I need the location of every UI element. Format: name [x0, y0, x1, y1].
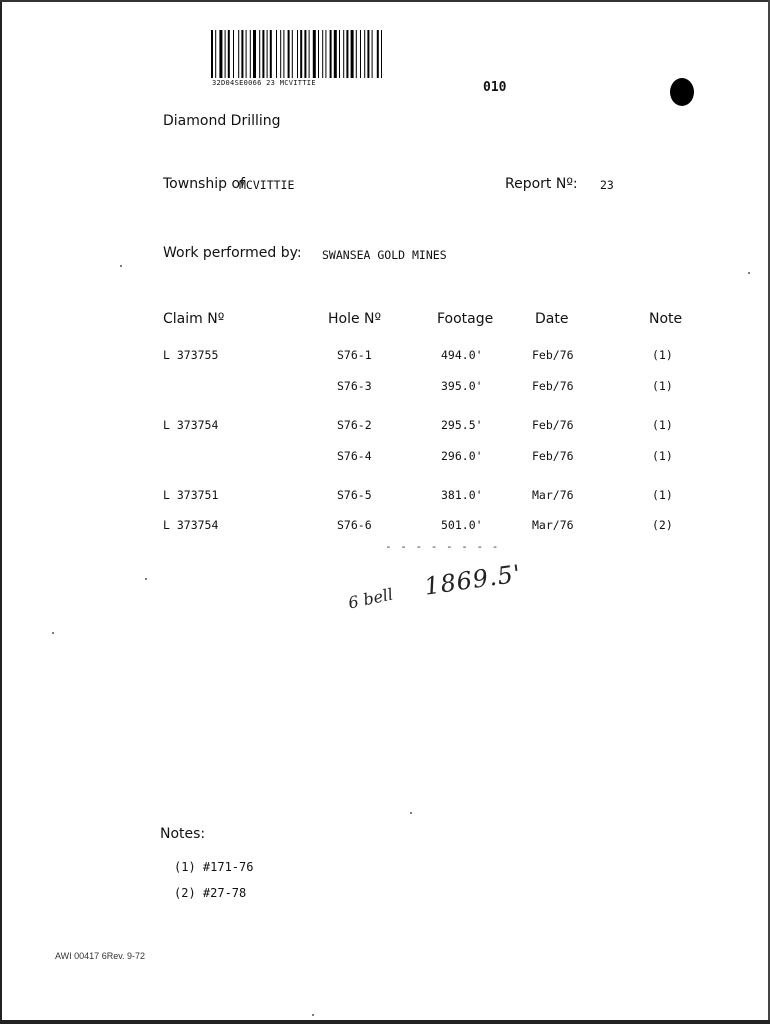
page-edge-bottom — [0, 1020, 770, 1024]
cell-hole: S76-1 — [337, 348, 372, 362]
document-title: Diamond Drilling — [163, 113, 281, 129]
handwritten-total-footage: 1869.5' — [422, 559, 524, 601]
report-number-label: Report Nº: — [505, 176, 578, 192]
scan-speck — [748, 272, 750, 274]
notes-label: Notes: — [160, 826, 206, 842]
cell-note: (1) — [652, 488, 673, 502]
work-performed-label: Work performed by: — [163, 245, 302, 261]
cell-date: Feb/76 — [532, 449, 574, 463]
scan-speck — [410, 812, 412, 814]
header-date: Date — [535, 311, 569, 327]
cell-hole: S76-4 — [337, 449, 372, 463]
cell-note: (2) — [652, 518, 673, 532]
cell-date: Feb/76 — [532, 418, 574, 432]
header-hole: Hole Nº — [328, 311, 382, 327]
table-row — [0, 418, 770, 434]
scan-speck — [312, 1014, 314, 1016]
form-code: AWI 00417 6Rev. 9-72 — [55, 951, 146, 961]
scan-speck — [52, 632, 54, 634]
cell-hole: S76-6 — [337, 518, 372, 532]
cell-footage: 381.0' — [441, 488, 483, 502]
cell-footage: 296.0' — [441, 449, 483, 463]
page-edge-top — [0, 0, 770, 2]
total-underline: - - - - - - - - — [385, 540, 500, 553]
cell-footage: 395.0' — [441, 379, 483, 393]
header-claim: Claim Nº — [163, 311, 225, 327]
table-row — [0, 348, 770, 364]
cell-note: (1) — [652, 449, 673, 463]
cell-footage: 501.0' — [441, 518, 483, 532]
work-performed-value: SWANSEA GOLD MINES — [322, 248, 447, 262]
cell-footage: 295.5' — [441, 418, 483, 432]
cell-hole: S76-2 — [337, 418, 372, 432]
stamp-code: 010 — [483, 80, 507, 95]
note-item: (2) #27-78 — [174, 886, 247, 900]
cell-claim: L 373755 — [163, 348, 219, 362]
cell-date: Mar/76 — [532, 518, 574, 532]
cell-hole: S76-5 — [337, 488, 372, 502]
cell-footage: 494.0' — [441, 348, 483, 362]
barcode-caption: 32D04SE0066 23 MCVITTIE — [212, 79, 316, 87]
table-row — [0, 518, 770, 534]
cell-date: Feb/76 — [532, 379, 574, 393]
table-row — [0, 488, 770, 504]
township-label: Township of — [163, 176, 245, 192]
scan-speck — [145, 578, 147, 580]
cell-hole: S76-3 — [337, 379, 372, 393]
cell-claim: L 373754 — [163, 518, 219, 532]
cell-claim: L 373751 — [163, 488, 219, 502]
note-item: (1) #171-76 — [174, 860, 254, 874]
cell-date: Mar/76 — [532, 488, 574, 502]
scan-speck — [120, 265, 122, 267]
header-footage: Footage — [437, 311, 494, 327]
table-row — [0, 379, 770, 395]
table-row — [0, 449, 770, 465]
cell-note: (1) — [652, 379, 673, 393]
header-note: Note — [649, 311, 683, 327]
cell-note: (1) — [652, 418, 673, 432]
page-edge-left — [0, 0, 2, 1024]
cell-date: Feb/76 — [532, 348, 574, 362]
cell-note: (1) — [652, 348, 673, 362]
punch-hole — [670, 78, 694, 106]
cell-claim: L 373754 — [163, 418, 219, 432]
report-number-value: 23 — [600, 178, 614, 192]
township-value: MCVITTIE — [239, 178, 295, 192]
barcode-image — [211, 30, 429, 78]
handwritten-initials: 6 bell — [346, 584, 395, 613]
